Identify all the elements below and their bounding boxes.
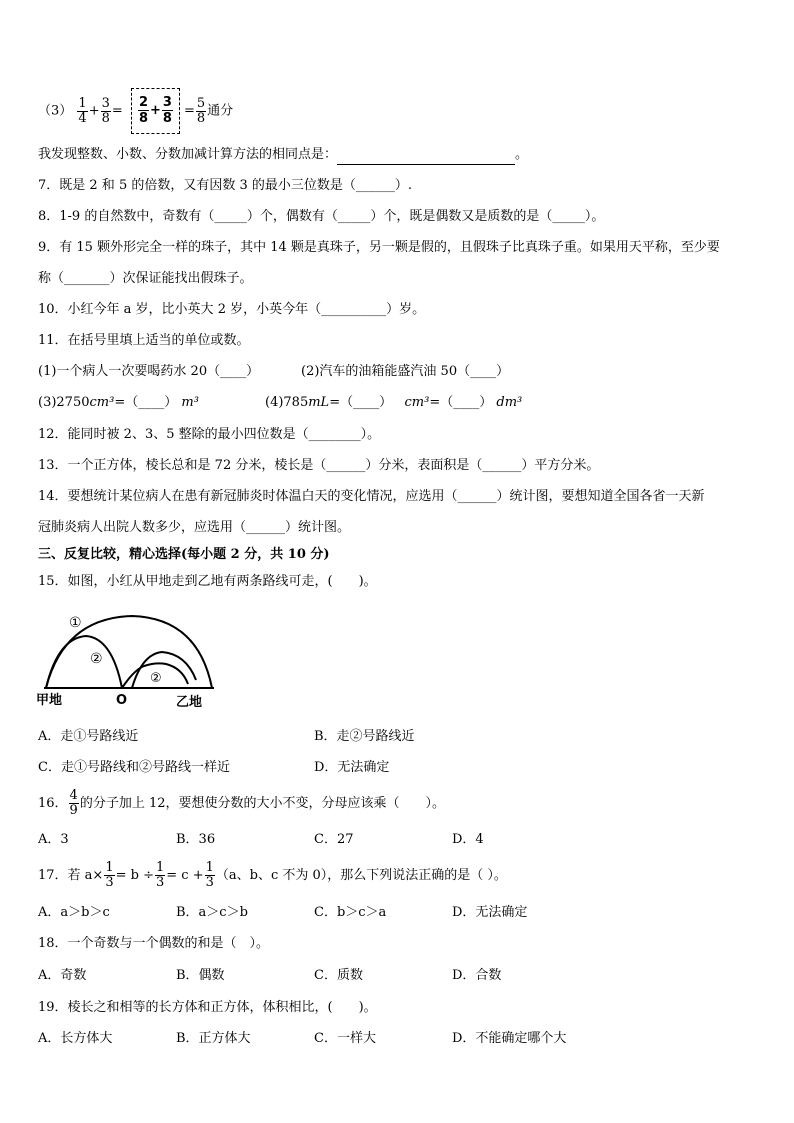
question-9-line-2: 称（_______）次保证能找出假珠子。 bbox=[38, 271, 253, 286]
q19-option-b[interactable]: B．正方体大 bbox=[176, 1031, 251, 1046]
q17-option-d[interactable]: D．无法确定 bbox=[452, 905, 528, 920]
item-prefix: （3） bbox=[38, 103, 73, 119]
fraction-3-8 bbox=[101, 97, 111, 126]
q19-option-a[interactable]: A．长方体大 bbox=[38, 1031, 113, 1046]
q15-option-b[interactable]: B．走②号路线近 bbox=[314, 729, 415, 744]
unit-dm3: dm³ bbox=[496, 395, 523, 410]
discovery-line bbox=[38, 145, 528, 165]
fraction-numerator: 4 bbox=[69, 788, 78, 803]
question-16 bbox=[38, 786, 445, 822]
question-10: 10．小红今年 a 岁，比小英大 2 岁，小英今年（__________）岁。 bbox=[38, 302, 426, 317]
fraction-5-8 bbox=[196, 97, 206, 126]
part-blank: =（____） bbox=[114, 395, 178, 410]
q16-option-c[interactable]: C．27 bbox=[314, 832, 354, 847]
q16-option-b[interactable]: B．36 bbox=[176, 832, 216, 847]
q15-option-c[interactable]: C．走①号路线和②号路线一样近 bbox=[38, 760, 230, 775]
question-8: 8．1-9 的自然数中，奇数有（_____）个，偶数有（_____）个，既是偶数又是质数的是（_____）。 bbox=[38, 209, 605, 224]
q18-option-d[interactable]: D．合数 bbox=[452, 968, 502, 983]
q17-option-a[interactable]: A．a＞b＞c bbox=[38, 905, 110, 920]
question-14-line-2: 冠肺炎病人出院人数多少，应选用（______）统计图。 bbox=[38, 520, 351, 535]
answer-blank[interactable] bbox=[337, 150, 515, 165]
question-17 bbox=[38, 858, 507, 894]
fraction-denominator: 8 bbox=[162, 111, 172, 126]
part-blank: =（____） bbox=[429, 395, 493, 410]
fraction-4-9 bbox=[69, 789, 79, 818]
q18-option-b[interactable]: B．偶数 bbox=[176, 968, 225, 983]
fraction-denominator: 8 bbox=[101, 110, 110, 126]
plus-sign: + bbox=[88, 103, 100, 119]
fraction-numerator: 1 bbox=[155, 860, 165, 875]
equals-sign: = bbox=[183, 103, 195, 119]
question-text: 的分子加上 12，要想使分数的大小不变，分母应该乘（ ）。 bbox=[79, 796, 446, 811]
end-point-label: 乙地 bbox=[176, 695, 203, 710]
q15-option-d[interactable]: D．无法确定 bbox=[314, 760, 390, 775]
fraction-denominator: 8 bbox=[196, 110, 206, 126]
q19-option-c[interactable]: C．一样大 bbox=[314, 1031, 376, 1046]
question-7: 7．既是 2 和 5 的倍数，又有因数 3 的最小三位数是（______）. bbox=[38, 178, 413, 193]
fraction-3-8 bbox=[162, 95, 173, 126]
q19-option-d[interactable]: D．不能确定哪个大 bbox=[452, 1031, 567, 1046]
plus-sign: + bbox=[149, 103, 161, 118]
discovery-text: 我发现整数、小数、分数加减计算方法的相同点是： bbox=[38, 147, 338, 162]
fraction-numerator: 1 bbox=[105, 860, 114, 875]
fraction-denominator: 3 bbox=[155, 875, 165, 890]
part-text: (4)785 bbox=[265, 395, 309, 410]
dashed-answer-box bbox=[131, 88, 180, 134]
fraction-denominator: 3 bbox=[205, 875, 214, 890]
q15-option-a[interactable]: A．走①号路线近 bbox=[38, 729, 139, 744]
question-12: 12．能同时被 2、3、5 整除的最小四位数是（________）。 bbox=[38, 427, 381, 442]
route-2-label-small: ② bbox=[150, 671, 162, 686]
question-15: 15．如图，小红从甲地走到乙地有两条路线可走，( )。 bbox=[38, 574, 377, 589]
fraction-numerator: 5 bbox=[196, 95, 206, 111]
equals-sign: = bbox=[111, 103, 123, 119]
question-text: 17．若 a× bbox=[38, 868, 104, 883]
fraction-numerator: 1 bbox=[78, 95, 87, 111]
center-point-label: O bbox=[116, 693, 128, 708]
fraction-numerator: 2 bbox=[138, 95, 148, 110]
fraction-numerator: 3 bbox=[162, 95, 172, 110]
question-13: 13．一个正方体，棱长总和是 72 分米，棱长是（______）分米，表面积是（______）平方分米。 bbox=[38, 458, 600, 473]
fraction-denominator: 9 bbox=[69, 803, 78, 818]
q16-option-a[interactable]: A．3 bbox=[38, 832, 69, 847]
fraction-2-8 bbox=[138, 95, 149, 126]
q16-option-d[interactable]: D．4 bbox=[452, 832, 484, 847]
start-point-label: 甲地 bbox=[36, 693, 63, 708]
unit-ml: mL bbox=[308, 395, 330, 410]
question-number: 16． bbox=[38, 796, 68, 811]
question-19: 19．棱长之和相等的长方体和正方体，体积相比，( )。 bbox=[38, 1000, 377, 1015]
suffix-text: 通分 bbox=[207, 103, 234, 119]
fraction-denominator: 4 bbox=[78, 110, 87, 126]
fraction-numerator: 1 bbox=[205, 860, 214, 875]
q18-option-c[interactable]: C．质数 bbox=[314, 968, 363, 983]
question-18: 18．一个奇数与一个偶数的和是（ ）。 bbox=[38, 936, 270, 951]
route-1-label: ① bbox=[69, 615, 82, 631]
fraction-1-3 bbox=[155, 861, 165, 890]
question-text: = c + bbox=[166, 868, 204, 883]
fraction-1-3 bbox=[205, 861, 215, 890]
period: 。 bbox=[515, 147, 529, 162]
q18-option-a[interactable]: A．奇数 bbox=[38, 968, 87, 983]
route-2-big-arc bbox=[46, 636, 122, 688]
q17-option-c[interactable]: C．b＞c＞a bbox=[314, 905, 387, 920]
question-11-part-2: (2)汽车的油箱能盛汽油 50（____） bbox=[301, 364, 510, 379]
question-text: = b ÷ bbox=[115, 868, 154, 883]
question-11-part-4 bbox=[265, 393, 522, 413]
question-9-line-1: 9．有 15 颗外形完全一样的珠子，其中 14 颗是真珠子，另一颗是假的，且假珠子比真珠子重。如果用天平称，至少要 bbox=[38, 240, 720, 255]
question-11-part-3 bbox=[38, 393, 199, 413]
question-text: （a、b、c 不为 0），那么下列说法正确的是（ ）。 bbox=[215, 868, 507, 883]
question-14-line-1: 14．要想统计某位病人在患有新冠肺炎时体温白天的变化情况，应选用（______）统计图，要想知道全国各省一天新 bbox=[38, 489, 705, 504]
section-heading: 三、反复比较，精心选择(每小题 2 分，共 10 分) bbox=[38, 547, 330, 562]
fraction-numerator: 3 bbox=[101, 95, 110, 111]
part-blank: =（____） bbox=[329, 395, 393, 410]
route-diagram bbox=[36, 608, 216, 710]
fraction-1-3 bbox=[104, 861, 114, 890]
fraction-1-4 bbox=[77, 97, 87, 126]
unit-cm3: cm³ bbox=[89, 395, 115, 410]
route-2-label: ② bbox=[90, 651, 103, 667]
question-11: 11．在括号里填上适当的单位或数。 bbox=[38, 333, 250, 348]
unit-m3: m³ bbox=[181, 395, 199, 410]
q17-option-b[interactable]: B．a＞c＞b bbox=[176, 905, 248, 920]
fraction-example-line bbox=[38, 88, 233, 134]
question-11-part-1: (1)一个病人一次要喝药水 20（____） bbox=[38, 364, 260, 379]
fraction-denominator: 3 bbox=[105, 875, 114, 890]
fraction-denominator: 8 bbox=[138, 111, 148, 126]
part-text: (3)2750 bbox=[38, 395, 90, 410]
unit-cm3: cm³ bbox=[404, 395, 430, 410]
